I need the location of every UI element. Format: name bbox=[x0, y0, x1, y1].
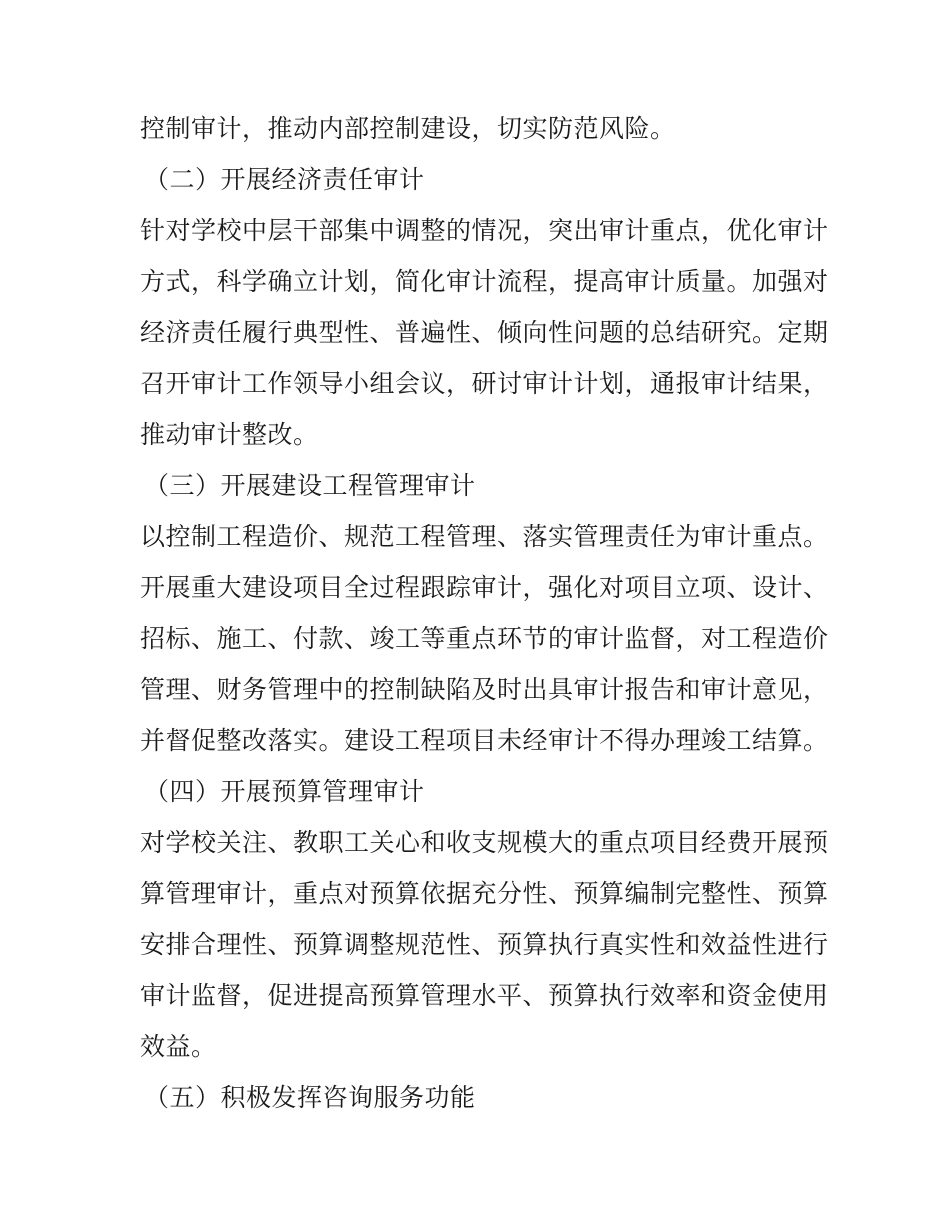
section-heading-3: （三）开展建设工程管理审计 bbox=[144, 471, 476, 500]
paragraph-line: 召开审计工作领导小组会议，研讨审计计划，通报审计结果， bbox=[140, 369, 829, 398]
paragraph-line: 经济责任履行典型性、普遍性、倾向性问题的总结研究。定期 bbox=[140, 318, 829, 347]
document-body bbox=[140, 107, 829, 1127]
paragraph-line: 效益。 bbox=[140, 1032, 217, 1061]
paragraph-line: 招标、施工、付款、竣工等重点环节的审计监督，对工程造价 bbox=[140, 624, 829, 653]
paragraph-line: 对学校关注、教职工关心和收支规模大的重点项目经费开展预 bbox=[140, 828, 829, 857]
paragraph-line: 安排合理性、预算调整规范性、预算执行真实性和效益性进行 bbox=[140, 930, 829, 959]
section-heading-4: （四）开展预算管理审计 bbox=[144, 777, 425, 806]
paragraph-line: 推动审计整改。 bbox=[140, 420, 319, 449]
paragraph-line: 针对学校中层干部集中调整的情况，突出审计重点，优化审计 bbox=[140, 216, 829, 245]
paragraph-line: 控制审计，推动内部控制建设，切实防范风险。 bbox=[140, 114, 676, 143]
paragraph-line: 以控制工程造价、规范工程管理、落实管理责任为审计重点。 bbox=[140, 522, 829, 551]
paragraph-line: 管理、财务管理中的控制缺陷及时出具审计报告和审计意见， bbox=[140, 675, 829, 704]
paragraph-line: 方式，科学确立计划，简化审计流程，提高审计质量。加强对 bbox=[140, 267, 829, 296]
paragraph-line: 审计监督，促进提高预算管理水平、预算执行效率和资金使用 bbox=[140, 981, 829, 1010]
paragraph-line: 算管理审计，重点对预算依据充分性、预算编制完整性、预算 bbox=[140, 879, 829, 908]
paragraph-line: 并督促整改落实。建设工程项目未经审计不得办理竣工结算。 bbox=[140, 726, 829, 755]
paragraph-line: 开展重大建设项目全过程跟踪审计，强化对项目立项、设计、 bbox=[140, 573, 829, 602]
section-heading-2: （二）开展经济责任审计 bbox=[144, 165, 425, 194]
section-heading-5: （五）积极发挥咨询服务功能 bbox=[144, 1083, 476, 1112]
